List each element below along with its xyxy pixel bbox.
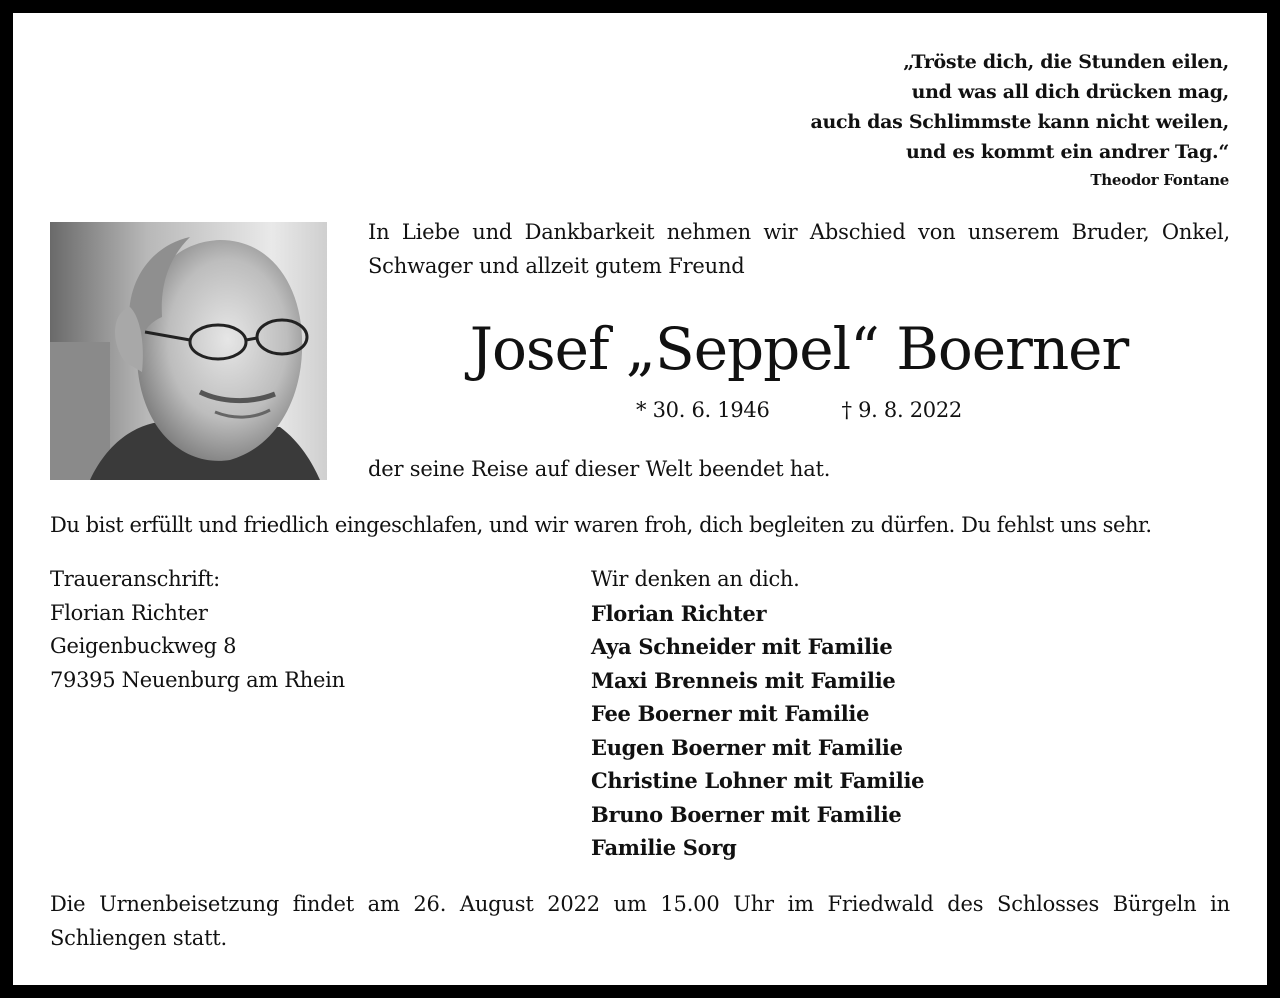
address-city: 79395 Neuenburg am Rhein <box>50 667 345 692</box>
address-street: Geigenbuckweg 8 <box>50 634 237 658</box>
mourner-name: Fee Boerner mit Familie <box>591 701 870 726</box>
burial-notice: Die Urnenbeisetzung findet am 26. August 2022 um 15.00 Uhr im Friedwald des Schlosses Bürgeln in Schliengen statt. <box>50 892 1230 950</box>
farewell-text: Du bist erfüllt und friedlich eingeschlafen, und wir waren froh, dich begleiten zu dürfen. Du fehlst uns sehr. <box>50 513 1152 537</box>
life-dates <box>368 392 1230 428</box>
fontane-quote <box>811 47 1229 193</box>
mourning-address <box>50 563 345 697</box>
portrait-photo <box>50 222 327 480</box>
mourner-name: Bruno Boerner mit Familie <box>591 801 902 827</box>
quote-author: Theodor Fontane <box>1090 171 1229 189</box>
portrait-photo-image <box>50 222 327 480</box>
death-date: † 9. 8. 2022 <box>841 398 962 422</box>
quote-line: und was all dich drücken mag, <box>911 81 1229 103</box>
mourner-name: Christine Lohner mit Familie <box>591 768 925 793</box>
mourners-list <box>591 563 924 865</box>
quote-line: und es kommt ein andrer Tag.“ <box>906 141 1229 163</box>
mourner-name: Eugen Boerner mit Familie <box>591 734 903 760</box>
journey-text: der seine Reise auf dieser Welt beendet hat. <box>368 457 831 481</box>
quote-line: „Tröste dich, die Stunden eilen, <box>903 51 1229 73</box>
address-label: Traueranschrift: <box>50 567 220 591</box>
mourner-name: Florian Richter <box>591 600 767 626</box>
address-name: Florian Richter <box>50 600 208 625</box>
obituary-card <box>13 13 1267 985</box>
mourners-heading: Wir denken an dich. <box>591 567 800 591</box>
mourner-name: Aya Schneider mit Familie <box>591 634 893 659</box>
intro-text: In Liebe und Dankbarkeit nehmen wir Abschied von unserem Bruder, Onkel, Schwager und allzeit gutem Freund <box>368 220 1230 278</box>
mourner-name: Familie Sorg <box>591 835 737 860</box>
deceased-name: Josef „Seppel“ Boerner <box>469 315 1129 383</box>
birth-date: * 30. 6. 1946 <box>636 398 770 422</box>
quote-line: auch das Schlimmste kann nicht weilen, <box>810 111 1229 133</box>
mourner-name: Maxi Brenneis mit Familie <box>591 667 896 693</box>
